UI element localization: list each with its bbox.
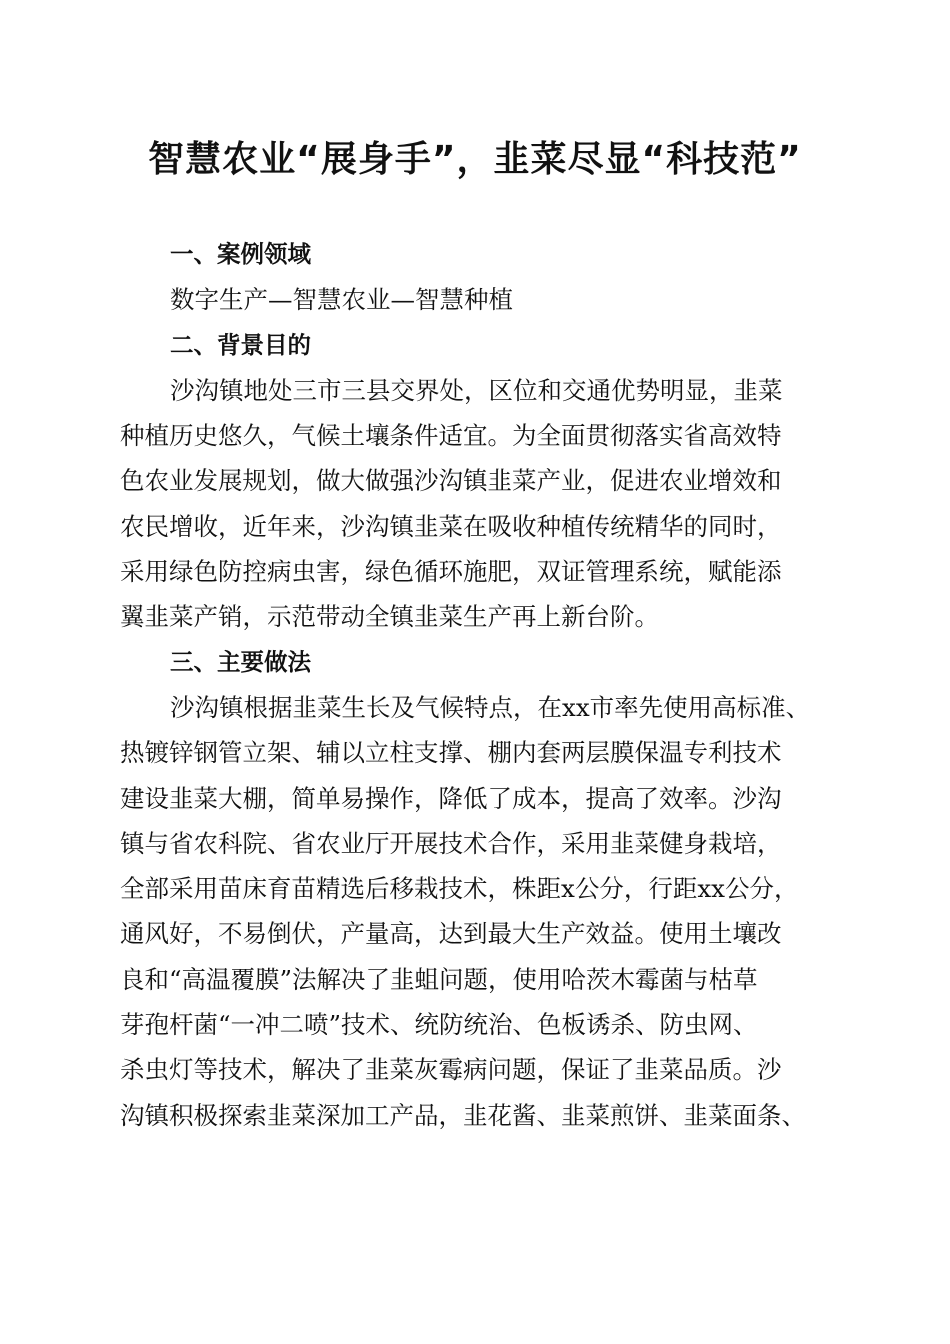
- paragraph-line: 种植历史悠久，气候土壤条件适宜。为全面贯彻落实省高效特: [120, 421, 782, 451]
- paragraph-line: 沟镇积极探索韭菜深加工产品，韭花酱、韭菜煎饼、韭菜面条、: [120, 1100, 806, 1130]
- paragraph-line: 翼韭菜产销，示范带动全镇韭菜生产再上新台阶。: [120, 602, 659, 632]
- paragraph-line: 全部采用苗床育苗精选后移栽技术，株距x公分，行距xx公分，: [120, 874, 799, 904]
- section-heading-case-domain: 一、案例领域: [170, 240, 311, 268]
- document-title: 智慧农业“展身手”，韭菜尽显“科技范”: [148, 139, 802, 180]
- section-heading-background: 二、背景目的: [170, 330, 311, 359]
- section-heading-main-practices: 三、主要做法: [170, 647, 311, 676]
- paragraph-line: 良和“高温覆膜”法解决了韭蛆问题，使用哈茨木霉菌与枯草: [120, 964, 758, 994]
- paragraph-line: 建设韭菜大棚，简单易操作，降低了成本，提高了效率。沙沟: [120, 783, 782, 813]
- paragraph-line: 采用绿色防控病虫害，绿色循环施肥，双证管理系统，赋能添: [120, 557, 782, 587]
- paragraph-line: 沙沟镇根据韭菜生长及气候特点，在xx市率先使用高标准、: [170, 692, 811, 722]
- paragraph-line: 数字生产—智慧农业—智慧种植: [170, 285, 513, 315]
- paragraph-line: 农民增收，近年来，沙沟镇韭菜在吸收种植传统精华的同时，: [120, 511, 782, 541]
- paragraph-line: 沙沟镇地处三市三县交界处，区位和交通优势明显，韭菜: [170, 375, 783, 405]
- paragraph-line: 色农业发展规划，做大做强沙沟镇韭菜产业，促进农业增效和: [120, 466, 782, 496]
- paragraph-line: 热镀锌钢管立架、辅以立柱支撑、棚内套两层膜保温专利技术: [120, 738, 782, 768]
- document-body: [120, 232, 836, 1138]
- paragraph-line: 镇与省农科院、省农业厅开展技术合作，采用韭菜健身栽培，: [120, 828, 782, 858]
- paragraph-line: 杀虫灯等技术，解决了韭菜灰霉病问题，保证了韭菜品质。沙: [120, 1055, 782, 1085]
- paragraph-line: 芽孢杆菌“一冲二喷”技术、统防统治、色板诱杀、防虫网、: [120, 1010, 758, 1040]
- paragraph-line: 通风好，不易倒伏，产量高，达到最大生产效益。使用土壤改: [120, 919, 782, 949]
